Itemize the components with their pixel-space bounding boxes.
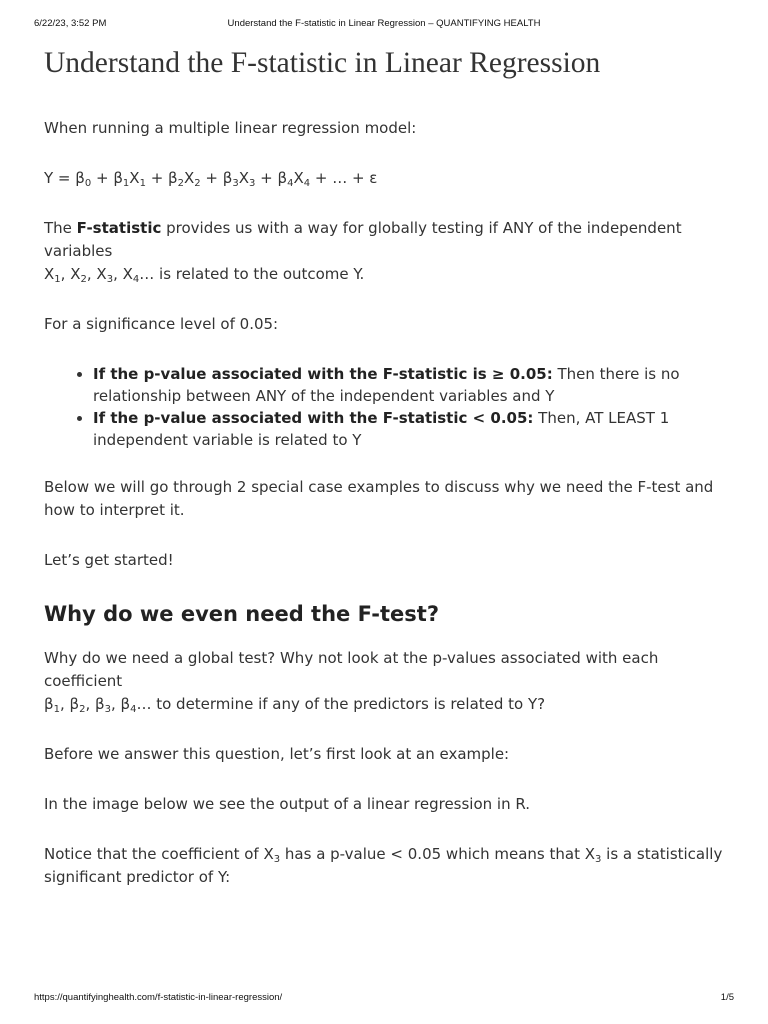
why-paragraph [44,647,734,716]
list-item [93,363,734,407]
eq-var: X [238,169,249,187]
text-run: … to determine if any of the predictors is related to Y? [136,695,546,713]
beta: β [69,695,80,713]
var-sep: , [86,265,97,283]
print-page-title: Understand the F-statistic in Linear Regression – QUANTIFYING HEALTH [227,18,541,29]
eq-sub: 3 [232,178,239,189]
eq-sub: 3 [249,178,256,189]
text-run: The [44,219,77,237]
beta: β [120,695,131,713]
beta: β [95,695,105,713]
page-number: 1/5 [720,992,734,1003]
article [44,42,734,916]
var-x: X [44,265,55,283]
started-paragraph: Let’s get started! [44,551,174,569]
article-title: Understand the F-statistic in Linear Regression [44,47,601,79]
var-sub: 3 [273,854,281,865]
beta-sub: 1 [53,704,60,715]
beta-sep: , [110,695,121,713]
var-x: X [122,265,133,283]
eq-term: + β [200,169,233,187]
beta-sub: 3 [104,704,111,715]
list-item [93,407,734,451]
eq-var: X [184,169,195,187]
notice-paragraph [44,843,734,889]
var-sub: 3 [595,854,602,865]
print-footer [34,992,734,1006]
text-run: Why do we need a global test? Why not look at the p-values associated with each coefficient [44,649,659,690]
section-heading: Why do we even need the F-test? [44,602,440,626]
eq-term: + β [145,169,178,187]
eq-term: + β [91,169,123,187]
var-sub: 4 [132,274,140,285]
text-run: … is related to the outcome Y. [139,265,365,283]
beta-sub: 2 [79,704,86,715]
text-run: provides us with a way for globally testing if ANY of the independent variables [44,219,682,260]
fstatistic-term: F-statistic [76,219,162,237]
eq-sub: 0 [84,178,92,189]
eq-sub: 1 [139,178,146,189]
var-sub: 2 [80,274,87,285]
print-header [34,18,734,32]
beta-sep: , [59,695,70,713]
bullet-bold: If the p-value associated with the F-statistic < 0.05: [93,409,534,427]
eq-sub: 2 [194,178,201,189]
text-run: is a statistically significant predictor of Y: [44,845,723,886]
before-paragraph: Before we answer this question, let’s first look at an example: [44,745,510,763]
regression-equation [44,167,734,190]
fstatistic-paragraph [44,217,734,286]
var-sub: 1 [54,274,61,285]
eq-term: + β [255,169,288,187]
eq-sub: 4 [287,178,294,189]
eq-sub: 4 [303,178,311,189]
below-paragraph: Below we will go through 2 special case examples to discuss why we need the F-test and how to interpret it. [44,478,714,519]
bullet-bold: If the p-value associated with the F-statistic is ≥ 0.05: [93,365,553,383]
eq-var: X [293,169,304,187]
beta: β [44,695,54,713]
significance-list [44,363,734,451]
eq-lhs: Y = β [44,169,85,187]
intro-paragraph: When running a multiple linear regression model: [44,119,417,137]
bullet-text: Then there is no relationship between ANY of the independent variables and Y [93,365,680,405]
var-sep: , [60,265,71,283]
print-url: https://quantifyinghealth.com/f-statistic-in-linear-regression/ [34,992,283,1003]
eq-var: X [129,169,140,187]
var-sub: 3 [106,274,114,285]
eq-sub: 1 [122,178,130,189]
image-intro-paragraph: In the image below we see the output of a linear regression in R. [44,795,531,813]
eq-sub: 2 [177,178,184,189]
text-run: Notice that the coefficient of X [44,845,274,863]
bullet-text: Then, AT LEAST 1 independent variable is related to Y [93,409,670,449]
var-x: X [70,265,81,283]
eq-tail: + … + ε [310,169,378,187]
beta-sep: , [85,695,95,713]
print-date: 6/22/23, 3:52 PM [34,18,107,29]
beta-sub: 4 [130,704,137,715]
var-sep: , [113,265,123,283]
var-x: X [96,265,107,283]
text-run: has a p-value < 0.05 which means that X [280,845,596,863]
significance-intro: For a significance level of 0.05: [44,315,279,333]
